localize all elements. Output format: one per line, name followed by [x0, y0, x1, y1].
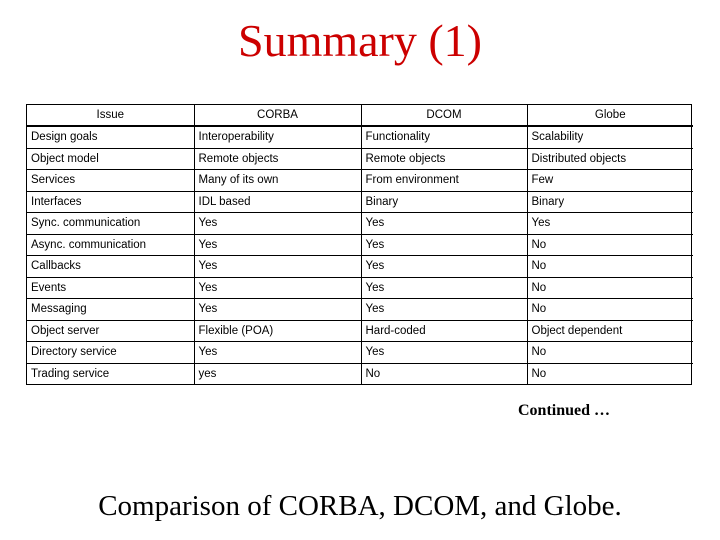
column-header-dcom: DCOM	[361, 105, 527, 126]
table-cell: No	[527, 299, 693, 321]
table-cell: Few	[527, 170, 693, 192]
table-cell: Many of its own	[194, 170, 361, 192]
table-cell: Sync. communication	[27, 213, 194, 235]
table-cell: Scalability	[527, 126, 693, 148]
table-cell: Yes	[194, 299, 361, 321]
table-row	[27, 320, 693, 342]
table-cell: Remote objects	[194, 148, 361, 170]
table-row	[27, 213, 693, 235]
table-cell: Interfaces	[27, 191, 194, 213]
table-cell: Binary	[527, 191, 693, 213]
table-row	[27, 342, 693, 364]
table-cell: Yes	[361, 256, 527, 278]
table-cell: Interoperability	[194, 126, 361, 148]
table-cell: yes	[194, 363, 361, 384]
table-cell: No	[527, 277, 693, 299]
table-cell: Yes	[361, 299, 527, 321]
table-cell: Events	[27, 277, 194, 299]
slide-title: Summary (1)	[237, 15, 482, 66]
table-cell: Async. communication	[27, 234, 194, 256]
table-cell: Yes	[194, 277, 361, 299]
table-cell: No	[527, 342, 693, 364]
table-cell: Trading service	[27, 363, 194, 384]
table-cell: Yes	[361, 342, 527, 364]
table-cell: Yes	[194, 234, 361, 256]
table-cell: Flexible (POA)	[194, 320, 361, 342]
comparison-table	[26, 104, 692, 385]
table-row	[27, 299, 693, 321]
column-header-corba: CORBA	[194, 105, 361, 126]
table-cell: Messaging	[27, 299, 194, 321]
column-header-issue: Issue	[27, 105, 194, 126]
table-cell: Yes	[361, 213, 527, 235]
table-cell: Object model	[27, 148, 194, 170]
table-row	[27, 148, 693, 170]
table-cell: Yes	[361, 277, 527, 299]
table-cell: No	[361, 363, 527, 384]
table-row	[27, 234, 693, 256]
table-row	[27, 256, 693, 278]
table-cell: Object dependent	[527, 320, 693, 342]
table-cell: Design goals	[27, 126, 194, 148]
table-cell: Distributed objects	[527, 148, 693, 170]
table-cell: Services	[27, 170, 194, 192]
table-cell: Yes	[361, 234, 527, 256]
slide-caption: Comparison of CORBA, DCOM, and Globe.	[98, 490, 622, 522]
table-cell: Callbacks	[27, 256, 194, 278]
summary-table	[27, 105, 693, 384]
table-row	[27, 170, 693, 192]
continued-note: Continued …	[518, 402, 611, 419]
table-row	[27, 363, 693, 384]
column-header-globe: Globe	[527, 105, 693, 126]
table-cell: Object server	[27, 320, 194, 342]
table-cell: Yes	[194, 342, 361, 364]
table-cell: From environment	[361, 170, 527, 192]
table-cell: No	[527, 363, 693, 384]
table-cell: No	[527, 234, 693, 256]
table-cell: Remote objects	[361, 148, 527, 170]
table-row	[27, 277, 693, 299]
table-cell: Binary	[361, 191, 527, 213]
table-cell: Yes	[194, 256, 361, 278]
table-row	[27, 191, 693, 213]
table-cell: Hard-coded	[361, 320, 527, 342]
table-header-row	[27, 105, 693, 126]
table-cell: Directory service	[27, 342, 194, 364]
table-row	[27, 126, 693, 148]
table-cell: Yes	[527, 213, 693, 235]
table-cell: Yes	[194, 213, 361, 235]
table-cell: IDL based	[194, 191, 361, 213]
table-cell: No	[527, 256, 693, 278]
table-cell: Functionality	[361, 126, 527, 148]
